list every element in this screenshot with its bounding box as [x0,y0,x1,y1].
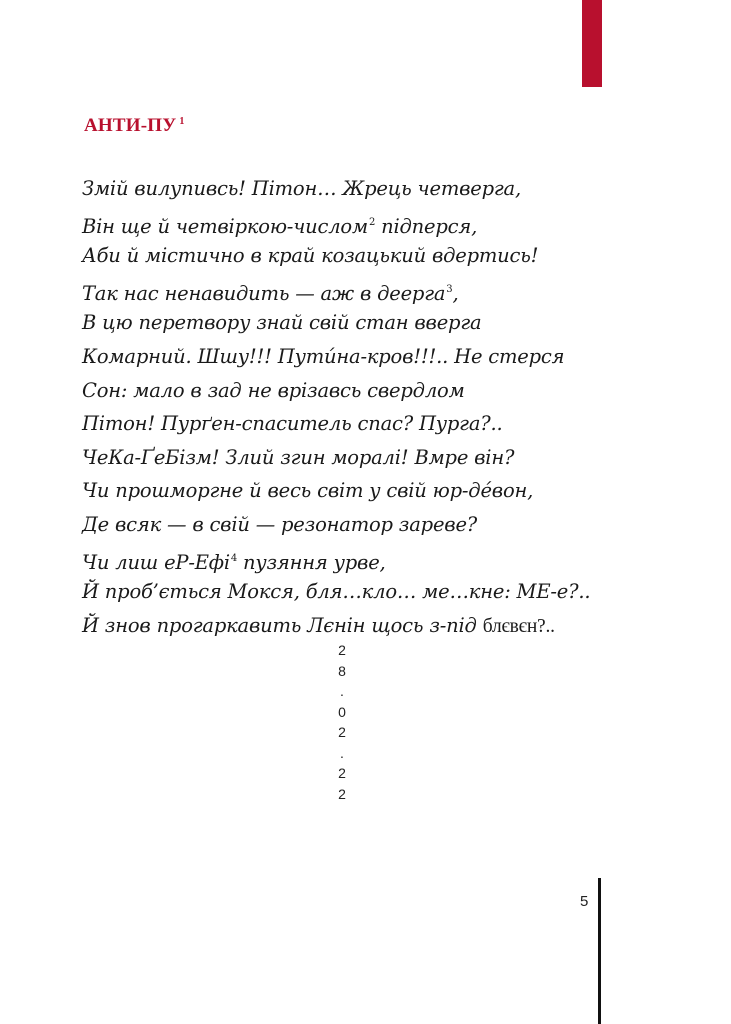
poem-line [82,306,682,340]
footnote-marker: 4 [230,552,238,564]
poem-line-text: ЧеКа-ҐеБізм! Злий згин моралі! Вмре він? [82,445,515,469]
title-footnote-marker: 1 [179,116,185,127]
poem-line [82,206,682,240]
poem-line-text: Чи лиш еР-Ефі [82,550,230,574]
poem-title-text: АНТИ-ПУ [84,115,177,136]
poem-line [82,239,682,273]
page-number: 5 [580,893,589,910]
poem-line-text: блєвєн?.. [482,615,555,637]
date-char: 2 [338,765,346,781]
poem-line-text: , [452,281,459,305]
poem-line-text: Й знов прогаркавить Лєнін щось з-під [82,613,483,637]
poem-line-text: підперся, [375,214,478,238]
poem-line-text: Комарний. Шшу!!! Пути́на-кров!!!.. Не стерся [82,344,565,368]
poem-line-text: Чи прошморгне й весь світ у свій юр-дéвон, [82,479,534,503]
poem-line-text: пузяння урве, [237,550,386,574]
poem-line [82,441,682,475]
poem-line-text: Пітон! Пурґен-спаситель спас? Пурга?.. [82,412,503,436]
poem-line-text: Й проб’ється Мокся, бля…кло… ме…кне: МЕ-е?.. [82,580,591,604]
date-char: . [340,683,344,699]
poem-line [82,374,682,408]
poem-line [82,273,682,307]
date-char: 8 [338,662,346,679]
date-char: . [340,744,344,761]
poem-body [82,172,682,642]
poem-line-text: Він ще й четвіркою-числом [82,214,368,238]
date-char: 0 [338,703,346,720]
date-char: 2 [338,724,346,740]
poem-line-text: Так нас ненавидить — аж в деерга [82,281,446,305]
poem-date-vertical [335,640,349,804]
date-char: 2 [338,642,346,658]
poem-line [82,575,682,609]
poem-line [82,407,682,441]
poem-line-text: Сон: мало в зад не врізавсь свердлом [82,378,465,402]
poem-line [82,508,682,542]
poem-title [84,115,185,137]
poem-line-text: Змій вилупивсь! Пітон… Жрець четверга, [82,177,521,200]
poem-line-text: Де всяк — в свій — резонатор зареве? [82,512,478,536]
poem-line [82,474,682,508]
poem-line [82,172,682,206]
poem-line-text: В цю перетвору знай свій стан вверга [82,311,482,335]
footnote-marker: 3 [446,283,453,295]
poem-line-text: Аби й містично в край козацький вдертись! [82,244,539,268]
footnote-marker: 2 [368,216,376,228]
poem-line [82,542,682,576]
poem-line [82,609,682,643]
red-bookmark-tab [582,0,602,87]
page-number-rule [598,878,601,1024]
date-char: 2 [338,785,346,802]
poem-line [82,340,682,374]
